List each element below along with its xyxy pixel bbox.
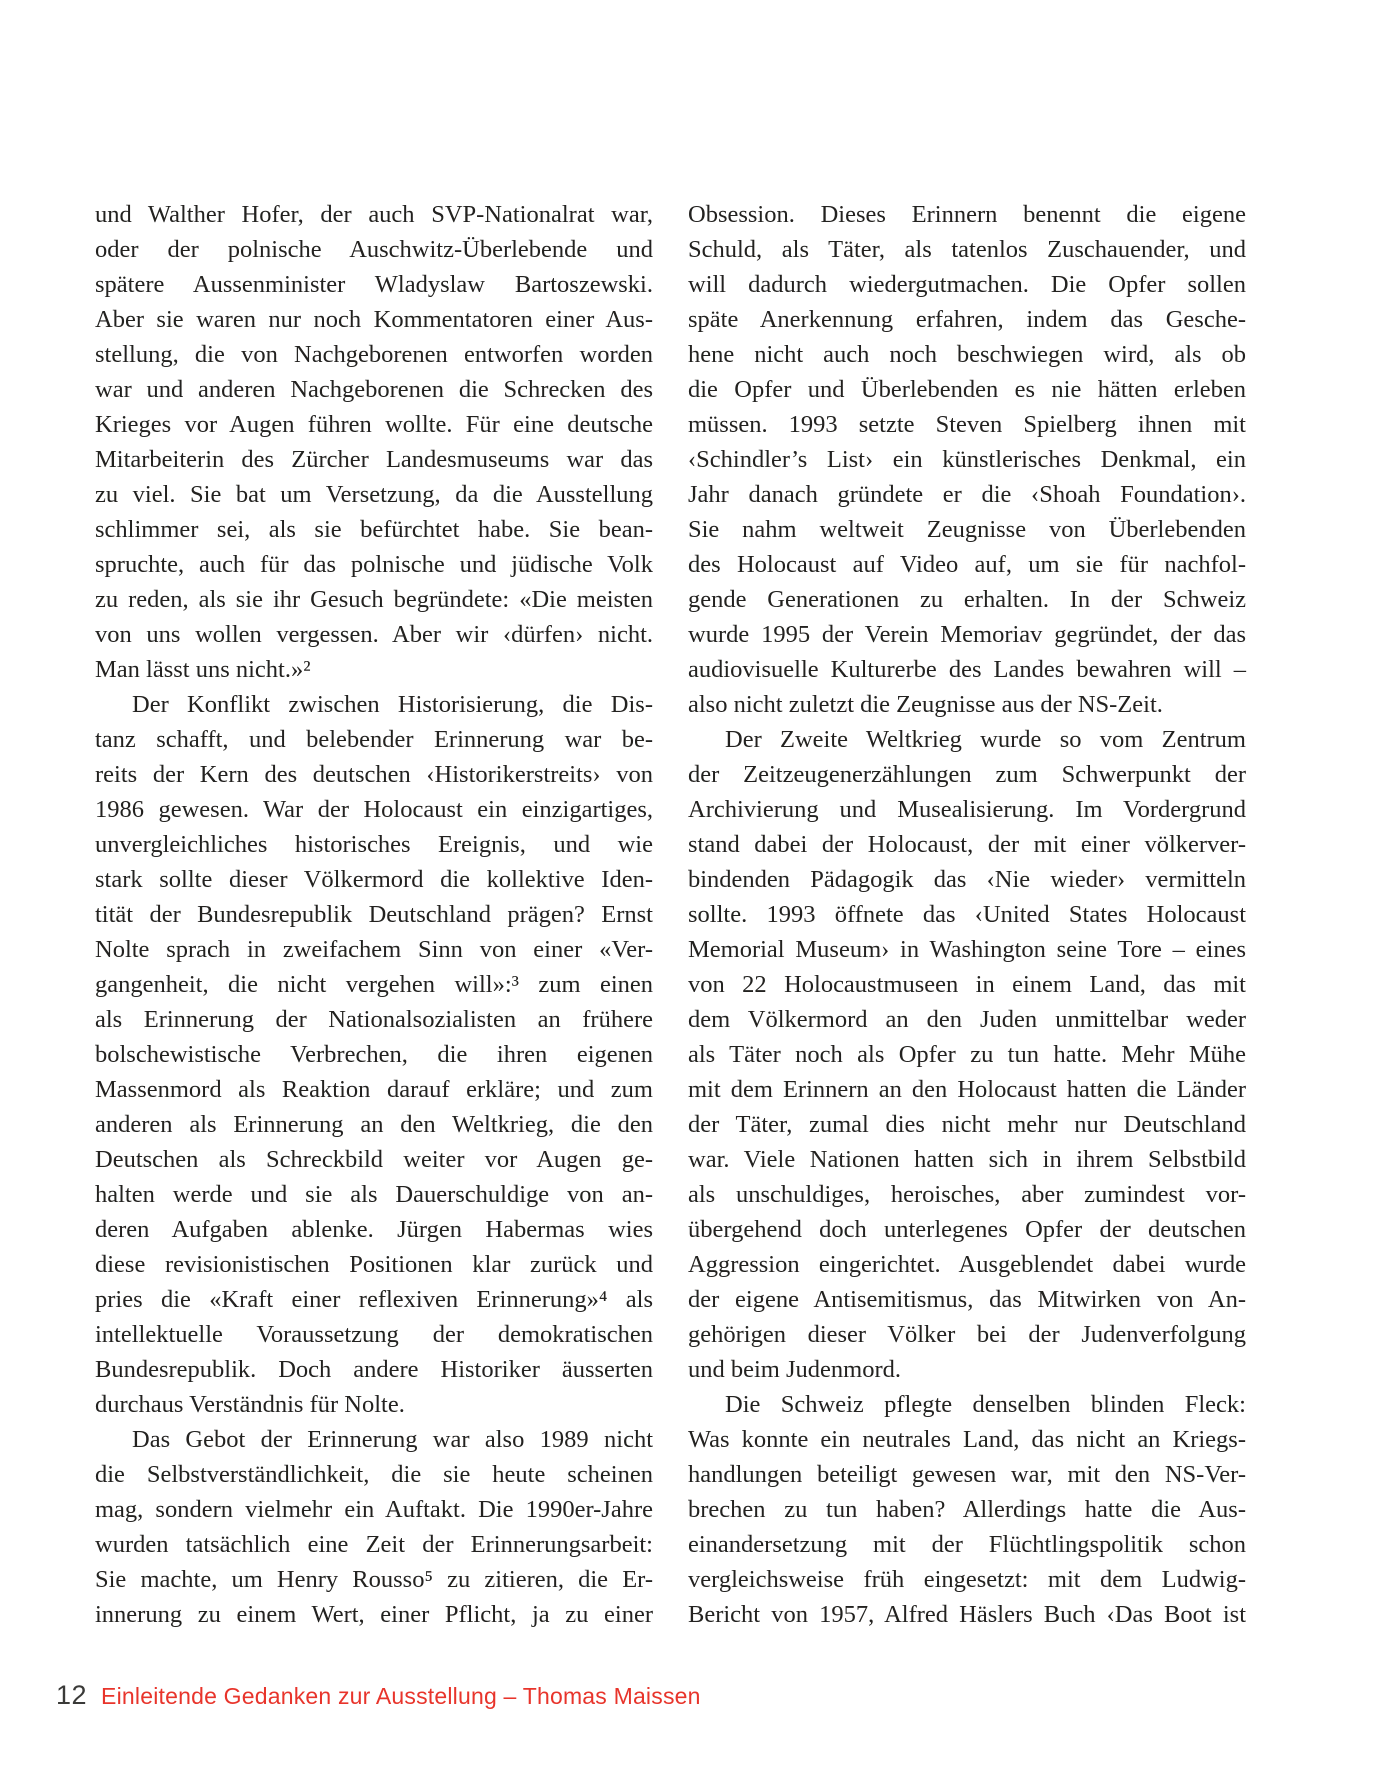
text-line: oder der polnische Auschwitz-Überlebende und xyxy=(95,236,653,263)
text-line: stellung, die von Nachgeborenen entworfen worden xyxy=(95,341,653,368)
text-line: zu reden, als sie ihr Gesuch begründete: «Die meisten xyxy=(95,586,653,613)
text-line: Die Schweiz pflegte denselben blinden Fleck: xyxy=(725,1391,1246,1418)
text-line: pries die «Kraft einer reflexiven Erinnerung»⁴ als xyxy=(95,1286,653,1313)
text-line: handlungen beteiligt gewesen war, mit den NS-Ver- xyxy=(688,1461,1246,1488)
text-line: spruchte, auch für das polnische und jüdische Volk xyxy=(95,551,653,578)
text-line: und Walther Hofer, der auch SVP-Nationalrat war, xyxy=(95,201,653,228)
text-line: späte Anerkennung erfahren, indem das Gesche- xyxy=(688,306,1246,333)
text-line: anderen als Erinnerung an den Weltkrieg, die den xyxy=(95,1111,653,1138)
text-line: bolschewistische Verbrechen, die ihren eigenen xyxy=(95,1041,653,1068)
text-line: tanz schafft, und belebender Erinnerung war be- xyxy=(95,726,653,753)
text-line: Das Gebot der Erinnerung war also 1989 nicht xyxy=(132,1426,653,1453)
text-line: dem Völkermord an den Juden unmittelbar weder xyxy=(688,1006,1246,1033)
text-line: brechen zu tun haben? Allerdings hatte die Aus- xyxy=(688,1496,1246,1523)
text-column-left xyxy=(95,197,653,1632)
text-line: Bundesrepublik. Doch andere Historiker äusserten xyxy=(95,1356,653,1383)
text-line: Aber sie waren nur noch Kommentatoren einer Aus- xyxy=(95,306,653,333)
text-line: Der Zweite Weltkrieg wurde so vom Zentrum xyxy=(725,726,1246,753)
text-line: tität der Bundesrepublik Deutschland prägen? Ernst xyxy=(95,901,653,928)
text-line: intellektuelle Voraussetzung der demokratischen xyxy=(95,1321,653,1348)
text-line: ‹Schindler’s List› ein künstlerisches Denkmal, ein xyxy=(688,446,1246,473)
text-line: des Holocaust auf Video auf, um sie für nachfol- xyxy=(688,551,1246,578)
text-line: Mitarbeiterin des Zürcher Landesmuseums war das xyxy=(95,446,653,473)
text-line: sollte. 1993 öffnete das ‹United States Holocaust xyxy=(688,901,1246,928)
text-line: Archivierung und Musealisierung. Im Vordergrund xyxy=(688,796,1246,823)
text-line: mit dem Erinnern an den Holocaust hatten die Länder xyxy=(688,1076,1246,1103)
text-line: von 22 Holocaustmuseen in einem Land, das mit xyxy=(688,971,1246,998)
text-line: gende Generationen zu erhalten. In der Schweiz xyxy=(688,586,1246,613)
text-line: der Zeitzeugenerzählungen zum Schwerpunkt der xyxy=(688,761,1246,788)
text-line: Der Konflikt zwischen Historisierung, die Dis- xyxy=(132,691,653,718)
text-line: Obsession. Dieses Erinnern benennt die eigene xyxy=(688,201,1246,228)
text-line: vergleichsweise früh eingesetzt: mit dem Ludwig- xyxy=(688,1566,1246,1593)
text-line: will dadurch wiedergutmachen. Die Opfer sollen xyxy=(688,271,1246,298)
text-line: Was konnte ein neutrales Land, das nicht an Kriegs- xyxy=(688,1426,1246,1453)
text-line: war. Viele Nationen hatten sich in ihrem Selbstbild xyxy=(688,1146,1246,1173)
text-line: müssen. 1993 setzte Steven Spielberg ihnen mit xyxy=(688,411,1246,438)
text-line: Krieges vor Augen führen wollte. Für eine deutsche xyxy=(95,411,653,438)
text-line: innerung zu einem Wert, einer Pflicht, ja zu einer xyxy=(95,1601,653,1628)
text-line: der eigene Antisemitismus, das Mitwirken von An- xyxy=(688,1286,1246,1313)
page-number: 12 xyxy=(56,1680,88,1710)
page-footer xyxy=(56,1680,701,1711)
text-line: Aggression eingerichtet. Ausgeblendet dabei wurde xyxy=(688,1251,1246,1278)
text-line: und beim Judenmord. xyxy=(688,1356,901,1383)
text-line: halten werde und sie als Dauerschuldige von an- xyxy=(95,1181,653,1208)
text-line: gehörigen dieser Völker bei der Judenverfolgung xyxy=(688,1321,1246,1348)
text-line: Man lässt uns nicht.»² xyxy=(95,656,311,683)
text-line: die Opfer und Überlebenden es nie hätten erleben xyxy=(688,376,1246,403)
text-line: wurde 1995 der Verein Memoriav gegründet, der das xyxy=(688,621,1246,648)
text-line: stand dabei der Holocaust, der mit einer völkerver- xyxy=(688,831,1246,858)
text-line: Massenmord als Reaktion darauf erkläre; und zum xyxy=(95,1076,653,1103)
text-line: Sie machte, um Henry Rousso⁵ zu zitieren, die Er- xyxy=(95,1566,653,1593)
text-line: deren Aufgaben ablenke. Jürgen Habermas wies xyxy=(95,1216,653,1243)
text-line: diese revisionistischen Positionen klar zurück und xyxy=(95,1251,653,1278)
text-column-right xyxy=(688,197,1246,1632)
text-line: zu viel. Sie bat um Versetzung, da die Ausstellung xyxy=(95,481,653,508)
text-line: wurden tatsächlich eine Zeit der Erinnerungsarbeit: xyxy=(95,1531,653,1558)
text-line: Nolte sprach in zweifachem Sinn von einer «Ver- xyxy=(95,936,653,963)
text-line: spätere Aussenminister Wladyslaw Bartoszewski. xyxy=(95,271,653,298)
text-line: mag, sondern vielmehr ein Auftakt. Die 1990er-Jahre xyxy=(95,1496,653,1523)
text-line: einandersetzung mit der Flüchtlingspolitik schon xyxy=(688,1531,1246,1558)
text-line: war und anderen Nachgeborenen die Schrecken des xyxy=(95,376,653,403)
text-line: durchaus Verständnis für Nolte. xyxy=(95,1391,405,1418)
text-line: Sie nahm weltweit Zeugnisse von Überlebenden xyxy=(688,516,1246,543)
text-line: von uns wollen vergessen. Aber wir ‹dürfen› nicht. xyxy=(95,621,653,648)
text-line: als Erinnerung der Nationalsozialisten an frühere xyxy=(95,1006,653,1033)
text-line: schlimmer sei, als sie befürchtet habe. Sie bean- xyxy=(95,516,653,543)
text-line: der Täter, zumal dies nicht mehr nur Deutschland xyxy=(688,1111,1246,1138)
text-line: hene nicht auch noch beschwiegen wird, als ob xyxy=(688,341,1246,368)
text-line: audiovisuelle Kulturerbe des Landes bewahren will – xyxy=(688,656,1246,683)
text-line: bindenden Pädagogik das ‹Nie wieder› vermitteln xyxy=(688,866,1246,893)
text-line: Jahr danach gründete er die ‹Shoah Foundation›. xyxy=(688,481,1246,508)
text-line: Memorial Museum› in Washington seine Tore – eines xyxy=(688,936,1246,963)
text-line: als Täter noch als Opfer zu tun hatte. Mehr Mühe xyxy=(688,1041,1246,1068)
text-line: stark sollte dieser Völkermord die kollektive Iden- xyxy=(95,866,653,893)
text-line: also nicht zuletzt die Zeugnisse aus der NS-Zeit. xyxy=(688,691,1163,718)
text-line: unvergleichliches historisches Ereignis, und wie xyxy=(95,831,653,858)
text-line: Deutschen als Schreckbild weiter vor Augen ge- xyxy=(95,1146,653,1173)
text-line: 1986 gewesen. War der Holocaust ein einzigartiges, xyxy=(95,796,653,823)
text-line: Schuld, als Täter, als tatenlos Zuschauender, und xyxy=(688,236,1246,263)
text-line: reits der Kern des deutschen ‹Historikerstreits› von xyxy=(95,761,653,788)
text-line: übergehend doch unterlegenes Opfer der deutschen xyxy=(688,1216,1246,1243)
text-line: die Selbstverständlichkeit, die sie heute scheinen xyxy=(95,1461,653,1488)
running-title: Einleitende Gedanken zur Ausstellung – Thomas Maissen xyxy=(101,1683,701,1709)
text-line: Bericht von 1957, Alfred Häslers Buch ‹Das Boot ist xyxy=(688,1601,1246,1628)
text-line: als unschuldiges, heroisches, aber zumindest vor- xyxy=(688,1181,1246,1208)
text-line: gangenheit, die nicht vergehen will»:³ zum einen xyxy=(95,971,653,998)
